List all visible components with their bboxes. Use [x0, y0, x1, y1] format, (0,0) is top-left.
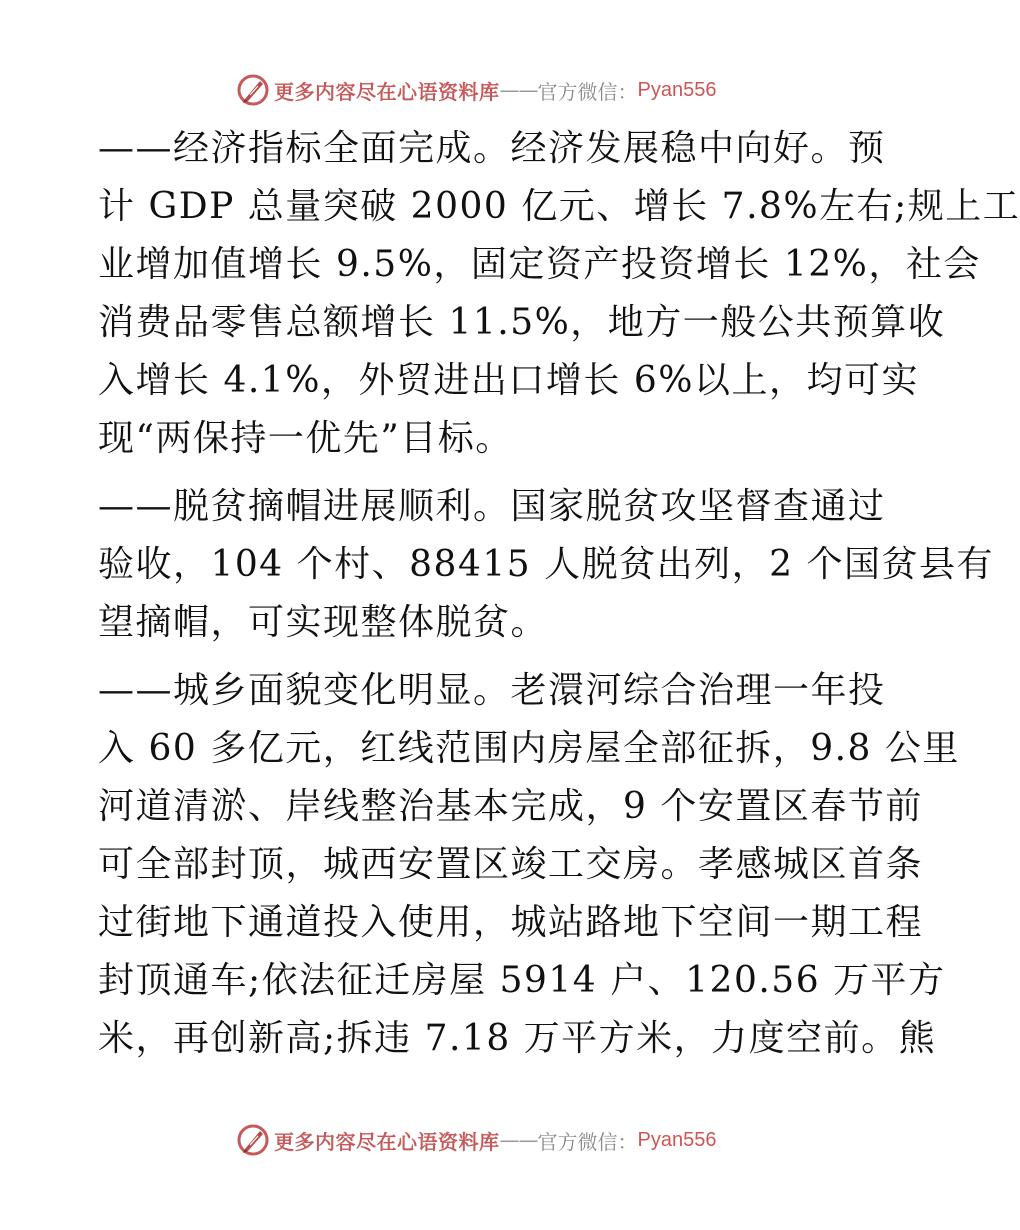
- quill-pen-circle-icon: [236, 1123, 270, 1157]
- watermark-wechat-id: Pyan556: [637, 78, 717, 101]
- text-line: ——城乡面貌变化明显。老澴河综合治理一年投: [98, 670, 886, 711]
- text-line: 现“两保持一优先”目标。: [98, 418, 513, 459]
- watermark-banner-top: [236, 72, 716, 108]
- watermark-separator: ——: [499, 78, 538, 102]
- watermark-text: 更多内容尽在心语资料库: [274, 79, 500, 104]
- text-line: 望摘帽，可实现整体脱贫。: [98, 602, 549, 643]
- text-line: 过街地下通道投入使用，城站路地下空间一期工程: [98, 902, 924, 943]
- text-line: 计 GDP 总量突破 2000 亿元、增长 7.8%左右;规上工: [98, 186, 1020, 227]
- document-body: [98, 120, 1020, 1078]
- watermark-wechat-label: 官方微信：: [537, 79, 638, 104]
- paragraph-urban-rural: [98, 662, 960, 1068]
- text-line: 米，再创新高;拆违 7.18 万平方米，力度空前。熊: [98, 1018, 937, 1059]
- quill-pen-circle-icon: [236, 73, 270, 107]
- paragraph-economic-indicators: [98, 120, 1020, 468]
- watermark-banner-bottom: [236, 1122, 716, 1158]
- text-line: 河道清淤、岸线整治基本完成，9 个安置区春节前: [98, 786, 923, 827]
- text-line: 入 60 多亿元，红线范围内房屋全部征拆，9.8 公里: [98, 728, 960, 769]
- watermark-text: 更多内容尽在心语资料库: [274, 1129, 500, 1154]
- text-line: ——经济指标全面完成。经济发展稳中向好。预: [98, 128, 886, 169]
- text-line: 入增长 4.1%，外贸进出口增长 6%以上，均可实: [98, 360, 919, 401]
- watermark-wechat-id: Pyan556: [637, 1128, 717, 1151]
- watermark-wechat-label: 官方微信：: [537, 1129, 638, 1154]
- paragraph-poverty-alleviation: [98, 478, 994, 652]
- text-line: 封顶通车;依法征迁房屋 5914 户、120.56 万平方: [98, 960, 946, 1001]
- watermark-separator: ——: [499, 1128, 538, 1152]
- text-line: 业增加值增长 9.5%，固定资产投资增长 12%，社会: [98, 244, 981, 285]
- text-line: 消费品零售总额增长 11.5%，地方一般公共预算收: [98, 302, 946, 343]
- text-line: 可全部封顶，城西安置区竣工交房。孝感城区首条: [98, 844, 924, 885]
- text-line: ——脱贫摘帽进展顺利。国家脱贫攻坚督查通过: [98, 486, 886, 527]
- text-line: 验收，104 个村、88415 人脱贫出列，2 个国贫县有: [98, 544, 994, 585]
